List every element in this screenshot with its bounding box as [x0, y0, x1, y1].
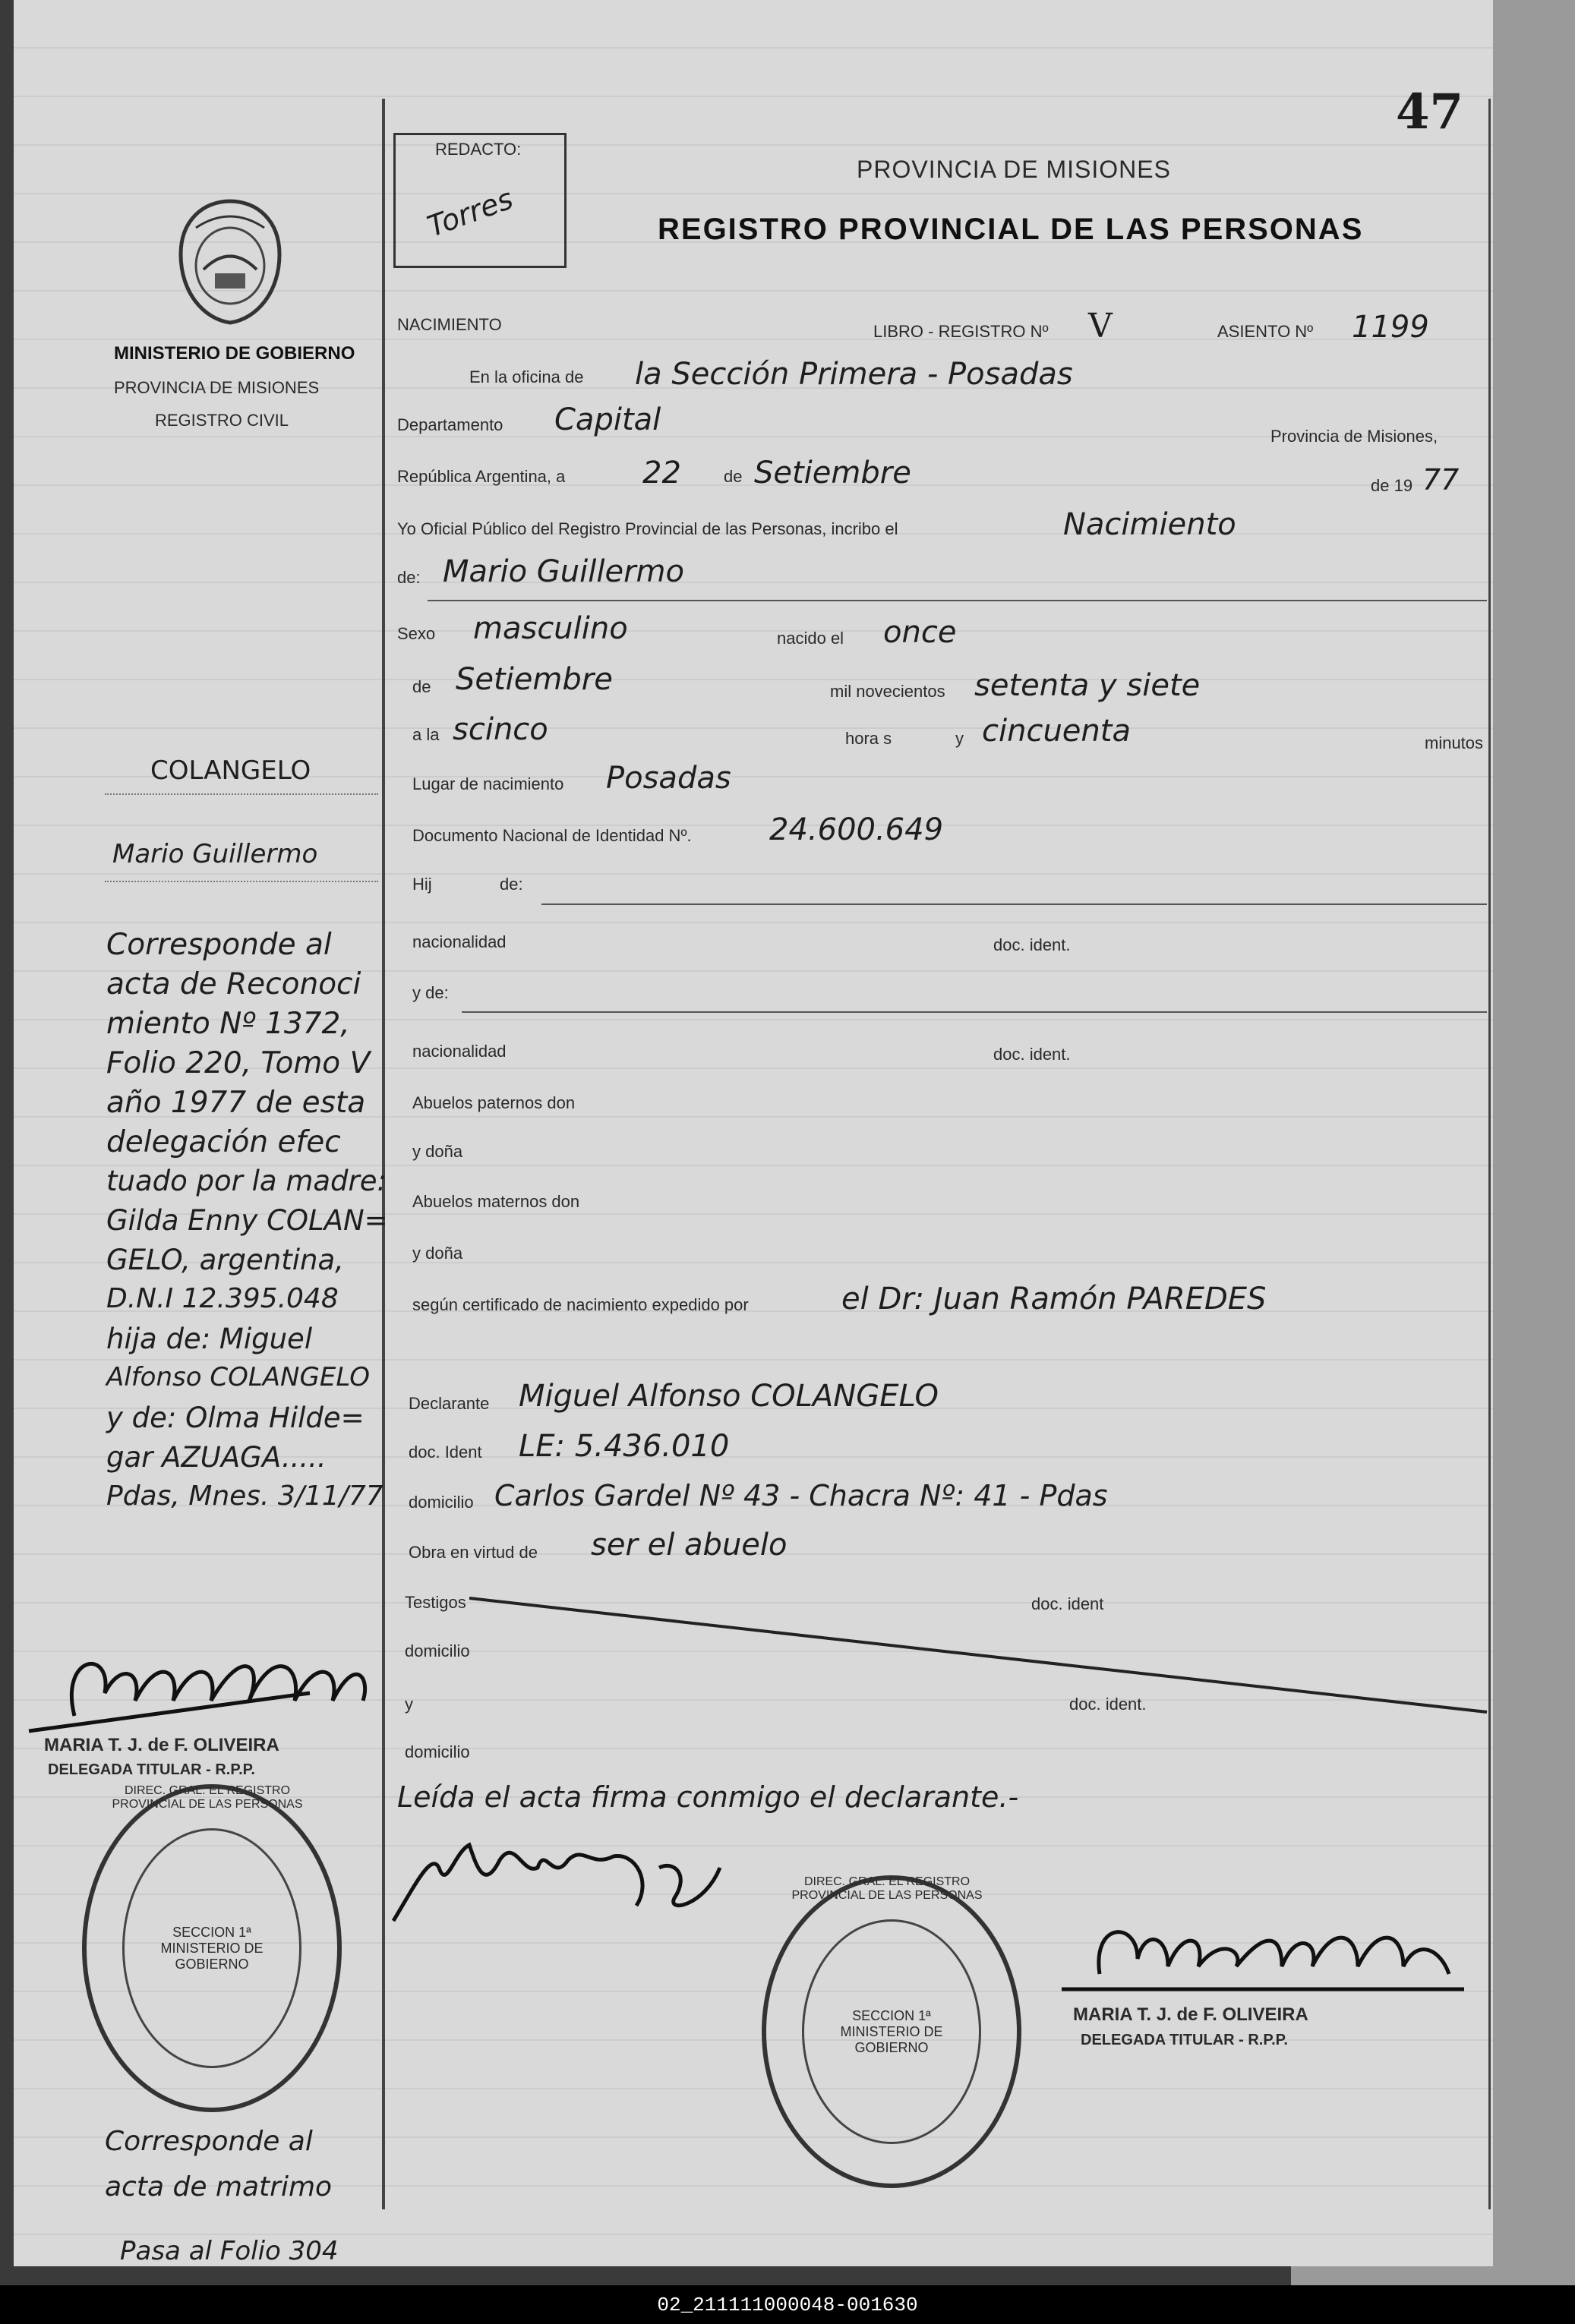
margin-note-line: miento Nº 1372, — [106, 1007, 350, 1041]
asiento-value: 1199 — [1352, 310, 1429, 345]
ministry-line2: PROVINCIA DE MISIONES — [114, 378, 320, 397]
dni-label: Documento Nacional de Identidad Nº. — [412, 826, 692, 845]
footer-bar — [0, 2285, 1575, 2324]
mil-label: mil novecientos — [830, 682, 945, 701]
nacido-value: once — [883, 615, 957, 650]
margin-note-line: año 1977 de esta — [106, 1086, 366, 1120]
margin-note-line: Pdas, Mnes. 3/11/77 — [106, 1480, 383, 1512]
right-stamp-center-text: SECCION 1ª MINISTERIO DE GOBIERNO — [840, 2007, 943, 2055]
provincia-suffix: Provincia de Misiones, — [1270, 427, 1438, 446]
nacido-label: nacido el — [777, 629, 844, 648]
bottom-note-line-3: Pasa al Folio 304 — [120, 2236, 339, 2266]
left-official-signature — [21, 1632, 378, 1746]
left-official-name: MARIA T. J. de F. OLIVEIRA — [44, 1735, 279, 1755]
minutos-value: cincuenta — [982, 714, 1131, 749]
doc-ident-decl-label: doc. Ident — [409, 1443, 482, 1462]
record-type: NACIMIENTO — [397, 315, 502, 334]
closing-value: Leída el acta firma conmigo el declarante.- — [397, 1780, 1019, 1814]
right-stamp-inner-ring — [802, 1919, 981, 2144]
margin-note-line: Gilda Enny COLAN= — [106, 1204, 388, 1237]
y-label: y — [955, 729, 964, 748]
margin-note-line: D.N.I 12.395.048 — [106, 1283, 339, 1314]
margin-given-names: Mario Guillermo — [112, 839, 318, 869]
margin-given-line — [105, 881, 378, 882]
yo-oficial-label: Yo Oficial Público del Registro Provincial de las Personas, incribo el — [397, 519, 898, 538]
left-official-title: DELEGADA TITULAR - R.P.P. — [48, 1761, 255, 1778]
lugar-label: Lugar de nacimiento — [412, 774, 564, 793]
horas-label: hora s — [845, 729, 892, 748]
certificado-label: según certificado de nacimiento expedido por — [412, 1295, 749, 1314]
hora-value: scinco — [453, 712, 548, 747]
de-mes-label: de — [412, 677, 431, 696]
nacido-mes-value: Setiembre — [456, 662, 613, 697]
margin-note-line: Corresponde al — [106, 928, 332, 962]
doc-ident-label-2: doc. ident. — [993, 1045, 1071, 1064]
left-stamp-ring-text: DIREC. GRAL. EL REGISTRO PROVINCIAL DE LAS PERSONAS — [112, 1784, 303, 1811]
domicilio-test-label-2: domicilio — [405, 1742, 470, 1761]
margin-note-line: acta de Reconoci — [106, 967, 361, 1001]
y-de-underline — [462, 1011, 1487, 1013]
margin-note-line: GELO, argentina, — [106, 1244, 344, 1276]
right-stamp-ring-text: DIREC. GRAL. EL REGISTRO PROVINCIAL DE LAS PERSONAS — [791, 1875, 983, 1902]
nombre-value: Mario Guillermo — [443, 554, 684, 589]
doc-ident-decl-value: LE: 5.436.010 — [519, 1429, 730, 1464]
doc-ident-test-label-1: doc. ident — [1031, 1594, 1104, 1613]
y-dona-label-2: y doña — [412, 1244, 463, 1263]
right-rule — [1488, 99, 1491, 2209]
ministry-line3: REGISTRO CIVIL — [155, 411, 289, 430]
oficina-label: En la oficina de — [469, 367, 584, 386]
lugar-value: Posadas — [606, 761, 731, 796]
minutos-label: minutos — [1425, 733, 1484, 752]
redacto-value: Torres — [422, 181, 518, 244]
departamento-label: Departamento — [397, 415, 503, 434]
de-name-label: de: — [397, 568, 421, 587]
testigos-strike-line — [469, 1594, 1495, 1716]
right-registry-stamp — [762, 1875, 1021, 2188]
mil-value: setenta y siete — [974, 668, 1201, 703]
anio-label: de 19 — [1371, 476, 1413, 495]
inscribo-value: Nacimiento — [1063, 507, 1236, 542]
declarant-signature — [386, 1822, 735, 1936]
nombre-underline — [428, 600, 1487, 601]
right-official-title: DELEGADA TITULAR - R.P.P. — [1081, 2032, 1288, 2048]
folio-number: 47 — [1396, 84, 1464, 140]
libro-value: V — [1088, 307, 1113, 345]
registry-page — [14, 0, 1493, 2266]
domicilio-test-label-1: domicilio — [405, 1641, 470, 1660]
departamento-value: Capital — [554, 402, 661, 437]
doc-ident-test-label-2: doc. ident. — [1069, 1695, 1147, 1714]
obra-value: ser el abuelo — [591, 1528, 788, 1562]
header-province: PROVINCIA DE MISIONES — [857, 156, 1171, 183]
bottom-note-line-1: Corresponde al — [105, 2126, 313, 2157]
redacto-label: REDACTO: — [435, 140, 522, 159]
testigos-label: Testigos — [405, 1593, 466, 1612]
header-registry: REGISTRO PROVINCIAL DE LAS PERSONAS — [658, 213, 1364, 246]
left-registry-stamp — [82, 1784, 342, 2112]
margin-note-line: Folio 220, Tomo V — [106, 1046, 371, 1080]
hijo-label: Hij — [412, 875, 432, 894]
coat-of-arms-emblem — [173, 197, 287, 326]
margin-note-line: y de: Olma Hilde= — [106, 1402, 365, 1434]
republica-label: República Argentina, a — [397, 467, 566, 486]
nacionalidad-label-1: nacionalidad — [412, 932, 507, 951]
de-label: de — [724, 467, 743, 486]
margin-note-line: hija de: Miguel — [106, 1323, 313, 1355]
domicilio-label: domicilio — [409, 1493, 474, 1512]
y-dona-label-1: y doña — [412, 1142, 463, 1161]
margin-note — [106, 928, 395, 1520]
margin-note-line: Alfonso COLANGELO — [106, 1362, 370, 1392]
margin-note-line: tuado por la madre: — [106, 1165, 387, 1197]
a-las-label: a la — [412, 725, 440, 744]
margin-note-line: gar AZUAGA..... — [106, 1441, 327, 1474]
domicilio-value: Carlos Gardel Nº 43 - Chacra Nº: 41 - Pdas — [494, 1479, 1108, 1512]
asiento-label: ASIENTO Nº — [1217, 322, 1314, 341]
right-official-signature — [1054, 1906, 1479, 2004]
left-stamp-center-text: SECCION 1ª MINISTERIO DE GOBIERNO — [160, 1924, 264, 1972]
abuelos-maternos-label: Abuelos maternos don — [412, 1192, 580, 1211]
oficina-value: la Sección Primera - Posadas — [635, 357, 1073, 392]
anio-value: 77 — [1422, 463, 1460, 497]
margin-surname-line — [105, 793, 378, 795]
y-de-label: y de: — [412, 983, 449, 1002]
mes-value: Setiembre — [754, 456, 911, 490]
declarante-label: Declarante — [409, 1394, 490, 1413]
obra-label: Obra en virtud de — [409, 1543, 538, 1562]
libro-label: LIBRO - REGISTRO Nº — [873, 322, 1049, 341]
margin-surname: COLANGELO — [150, 755, 311, 786]
certificado-value: el Dr: Juan Ramón PAREDES — [841, 1282, 1267, 1317]
declarante-value: Miguel Alfonso COLANGELO — [519, 1379, 939, 1414]
sexo-value: masculino — [473, 611, 628, 646]
redacto-box — [393, 133, 567, 268]
left-stamp-inner-ring — [122, 1828, 301, 2068]
dni-value: 24.600.649 — [769, 812, 944, 847]
abuelos-paternos-label: Abuelos paternos don — [412, 1093, 576, 1112]
sexo-label: Sexo — [397, 624, 436, 643]
y-test-label: y — [405, 1695, 413, 1714]
dia-value: 22 — [642, 456, 681, 490]
hijo-underline — [541, 903, 1487, 905]
footer-file-id: 02_211111000048-001630 — [657, 2293, 918, 2316]
ministry-line1: MINISTERIO DE GOBIERNO — [114, 343, 355, 364]
bottom-note-line-2: acta de matrimo — [105, 2171, 333, 2203]
hijo-de-label: de: — [500, 875, 523, 894]
doc-ident-label-1: doc. ident. — [993, 935, 1071, 954]
margin-note-line: delegación efec — [106, 1125, 341, 1159]
nacionalidad-label-2: nacionalidad — [412, 1042, 507, 1061]
right-official-name: MARIA T. J. de F. OLIVEIRA — [1073, 2004, 1308, 2025]
